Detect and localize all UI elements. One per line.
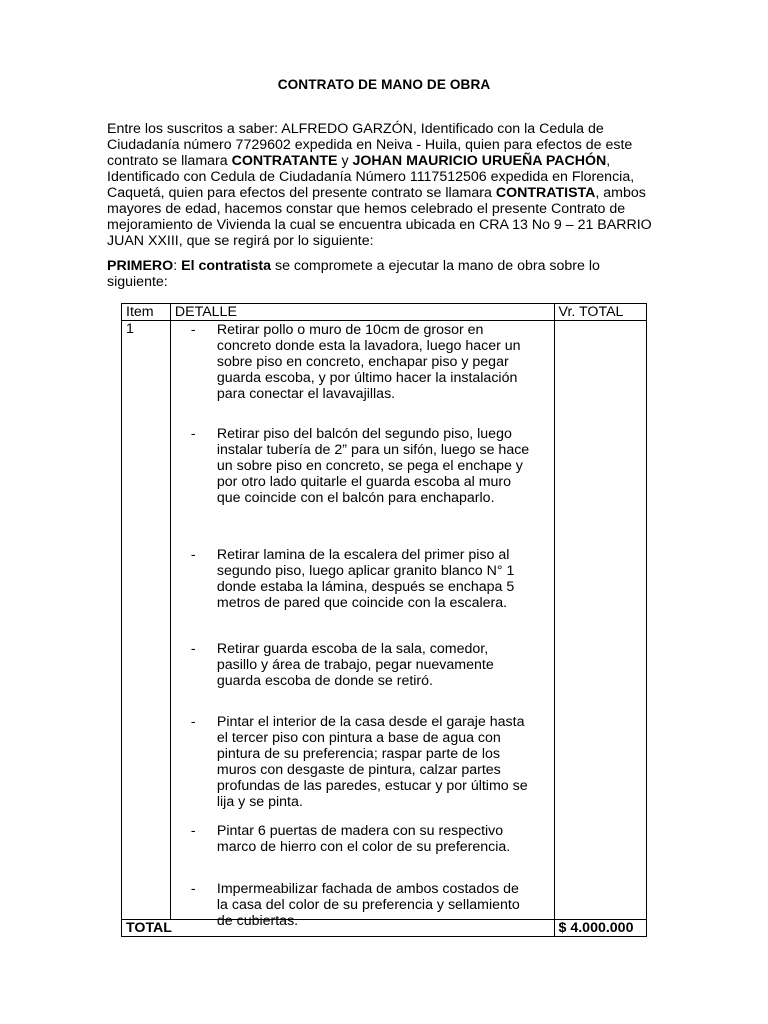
header-detail: DETALLE xyxy=(170,304,554,321)
task-item xyxy=(191,547,531,611)
task-bullet: - xyxy=(190,641,196,657)
contratante-label: CONTRATANTE xyxy=(231,153,338,169)
table-row xyxy=(122,321,647,920)
task-bullet: - xyxy=(190,881,196,897)
task-bullet: - xyxy=(190,322,196,338)
task-text: Impermeabilizar fachada de ambos costados de la casa del color de su preferencia y sellamiento de cubiertas. xyxy=(216,881,520,929)
task-item xyxy=(191,426,531,506)
detail-cell xyxy=(170,321,554,929)
header-total: Vr. TOTAL xyxy=(554,304,646,321)
task-text: Retirar lamina de la escalera del primer piso al segundo piso, luego aplicar granito blanco N° 1 donde estaba la lámina, después se enchapa 5 metros de pared que coincide con la escalera. xyxy=(216,547,515,611)
task-item xyxy=(191,823,531,855)
intro-text-1: Entre los suscritos a saber: ALFREDO GARZÓN, Identificado con la Cedula de Ciudadanía número 7729602 expedida en Neiva - Huila, quien para efectos de este contrato se llamara xyxy=(107,121,633,169)
primero-subject: El contratista xyxy=(181,258,272,274)
intro-y: y xyxy=(341,153,349,169)
primero-clause xyxy=(107,258,663,290)
task-item xyxy=(191,641,531,689)
total-value: $ 4.000.000 xyxy=(554,920,646,937)
task-text: Retirar piso del balcón del segundo piso, luego instalar tubería de 2” para un sifón, luego se hace un sobre piso en concreto, se pega el enchape y por otro lado quitarle el guarda escoba al muro que coincide con el balcón para enchaparlo. xyxy=(216,426,530,506)
task-item xyxy=(191,714,531,810)
intro-paragraph xyxy=(107,121,663,249)
contratista-label: CONTRATISTA xyxy=(495,185,596,201)
task-bullet: - xyxy=(190,426,196,442)
intro-text-3: , ambos mayores de edad, hacemos constar que hemos celebrado el presente Contrato de mejoramiento de Vivienda la cual se encuentra ubicada en CRA 13 No 9 – 21 BARRIO JUAN XXIII, que se regirá por lo siguiente: xyxy=(107,185,652,249)
intro-text-2: , Identificado con Cedula de Ciudadanía Número 1117512506 expedida en Florencia, Caquetá, quien para efectos del presente contrato se llamara xyxy=(107,153,635,201)
table-header-row xyxy=(122,304,647,321)
item-number: 1 xyxy=(122,321,171,920)
task-text: Pintar 6 puertas de madera con su respectivo marco de hierro con el color de su preferencia. xyxy=(216,823,511,855)
primero-text: se compromete a ejecutar la mano de obra sobre lo siguiente: xyxy=(107,258,600,290)
task-bullet: - xyxy=(190,547,196,563)
document-title: CONTRATO DE MANO DE OBRA xyxy=(277,77,491,92)
task-item xyxy=(191,881,531,929)
contractor-name: JOHAN MAURICIO URUEÑA PACHÓN xyxy=(352,153,607,169)
primero-colon: : xyxy=(173,258,178,274)
task-text: Retirar guarda escoba de la sala, comedor, pasillo y área de trabajo, pegar nuevamente guarda escoba de donde se retiró. xyxy=(216,641,494,689)
task-text: Pintar el interior de la casa desde el garaje hasta el tercer piso con pintura a base de agua con pintura de su preferencia; raspar parte de los muros con desgaste de pintura, calzar partes profundas de las paredes, estucar y por último se lija y se pinta. xyxy=(216,714,528,810)
primero-label: PRIMERO xyxy=(107,258,174,274)
task-bullet: - xyxy=(190,823,196,839)
total-label: TOTAL xyxy=(122,920,555,937)
item-total-cell xyxy=(554,321,646,920)
task-text: Retirar pollo o muro de 10cm de grosor en concreto donde esta la lavadora, luego hacer un sobre piso en concreto, enchapar piso y pegar guarda escoba, y por último hacer la instalación para conectar el lavavajillas. xyxy=(216,322,521,402)
header-item: Item xyxy=(122,304,171,321)
task-bullet: - xyxy=(190,714,196,730)
work-items-table xyxy=(121,303,647,937)
task-item xyxy=(191,322,531,402)
